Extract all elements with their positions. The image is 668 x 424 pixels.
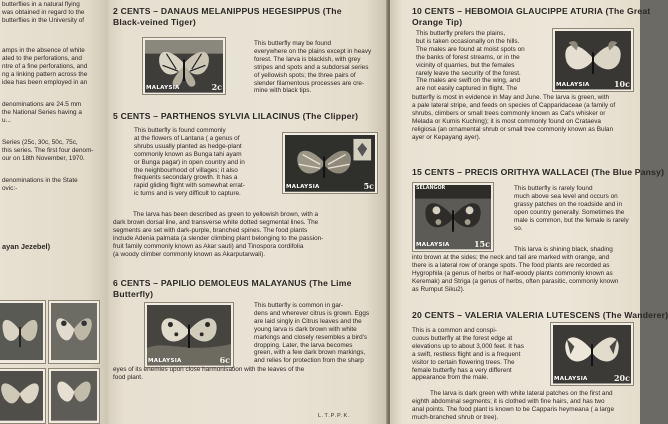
section-body2-10-cents <box>412 94 640 141</box>
heading-line: 2 CENTS – DANAUS MELANIPPUS HEGESIPPUS (The <box>113 6 342 16</box>
section-heading-2-cents <box>113 6 385 27</box>
section-body2-5-cents <box>113 211 387 258</box>
body-line: include Adenia palmata (a slender climbing plant belonging to the passion- <box>113 234 324 242</box>
body-line: open country generally. Sometimes the <box>514 208 625 216</box>
body-line: the neighbourhood of villages; it also <box>134 166 238 174</box>
left-text-line: butterflies in a natural flying <box>2 1 80 8</box>
stamp-15-cents <box>412 182 494 252</box>
body-line: much above sea level and occurs on <box>514 192 618 200</box>
heading-line: Butterfly) <box>113 288 154 299</box>
heading-line: Orange Tip) <box>412 16 463 27</box>
body-line: slender filamentous processes are cre- <box>254 79 365 87</box>
stamp-partial-left-upper-2 <box>48 300 100 364</box>
body-line: grassy patches on the roadside and in <box>514 200 623 208</box>
lime-butterfly-stamp-art <box>147 305 231 366</box>
jezebel-caption: ayan Jezebel) <box>2 242 51 251</box>
body-line: ic turns and is very difficult to capture. <box>134 190 241 198</box>
section-body2-20-cents <box>412 390 640 422</box>
heading-line: 20 CENTS – VALERIA VALERIA LUTESCENS (The Wanderer) <box>412 310 668 320</box>
body-line: The larva is dark green with white lateral patches on the first and <box>430 390 613 397</box>
left-text-line: ovic:- <box>2 185 18 192</box>
body-line: everywhere on the plains except in heavy <box>254 47 372 55</box>
butterfly-stamp-art <box>51 303 97 360</box>
body-line: eyes of its enemies upon close harmonisation with the leaves of the <box>113 366 305 373</box>
body-line: markings and closely resembles a bird's <box>254 333 368 341</box>
body-line: a swift, restless flight and is a frequent <box>412 350 521 358</box>
section-heading-20-cents <box>412 310 668 321</box>
body-line: the banks of forest streams, or in the <box>416 53 520 61</box>
body-line: appearance from the male. <box>412 374 489 382</box>
body-line: ayer or Kepayang ayer). <box>412 133 481 141</box>
left-text-line: idea has been employed in an <box>2 79 88 86</box>
body-line: religiosa (an ornamental shrub or small tree commonly known as Bulan <box>412 125 614 133</box>
body-line: This butterfly may be found <box>254 40 332 47</box>
stamp-value-label: 20c <box>613 373 630 383</box>
body-line: rapid gliding flight with somewhat errat- <box>134 182 245 190</box>
stamp-value-label: 10c <box>613 79 630 89</box>
body-line: The males are found at moist spots on <box>416 45 525 53</box>
middle-page <box>108 0 388 424</box>
body-line: shrubs usually planted as hedge-plant <box>134 142 242 150</box>
left-text-line: this series. The first four denom- <box>2 147 94 154</box>
body-line: This butterfly prefers the plains, <box>416 30 506 37</box>
body-line: as Rumput Siku2). <box>412 285 465 293</box>
stamp-value-label: 2c <box>211 82 222 92</box>
left-text-line: Series (25c, 30c, 50c, 75c, <box>2 139 78 146</box>
body-line: cuous butterfly at the forest edge at <box>412 334 513 342</box>
stamp-country-label: MALAYSIA <box>554 376 588 382</box>
butterfly-stamp-art <box>0 371 43 421</box>
body-line: frequents secondary growth. It has a <box>134 174 238 182</box>
body-line: butterfly is most in evidence in May and June. The larva is green, with <box>412 94 610 101</box>
body-line: much-branched shrub or tree). <box>412 413 499 421</box>
stamp-value-label: 5c <box>363 181 374 191</box>
body-line: visitor to certain flowering trees. The <box>412 358 515 366</box>
stamp-country-label: MALAYSIA <box>416 242 450 248</box>
stamp-country-label: MALAYSIA <box>556 82 590 88</box>
left-text-line: was obtained in regard to the <box>2 9 85 16</box>
body-line: This butterfly is common in gar- <box>254 302 344 309</box>
section-body-15-cents <box>514 185 638 232</box>
body-line: are laid singly in Citrus leaves and the <box>254 317 362 325</box>
stamp-value-label: 6c <box>219 355 230 365</box>
body-line: or Bunga pagar) in open country and in <box>134 158 245 166</box>
body-line: dens and wherever citrus is grown. Eggs <box>254 309 370 317</box>
body-line: segments are set with dark-purple, branched spines. The food plants <box>113 226 308 234</box>
body-line: The larva has been described as green to yellowish brown, with a <box>133 211 319 218</box>
body-line: shrubs, climbers or small trees commonly known as Cat's whisker or <box>412 109 606 117</box>
stamp-2-cents <box>142 37 226 95</box>
body-line: there is a lateral row of orange spots. The food plants are recorded as <box>412 261 610 269</box>
left-text-line: u... <box>2 117 11 124</box>
stamp-partial-left-upper <box>0 300 46 364</box>
body-line: This larva is shining black, shading <box>514 246 613 253</box>
section-heading-6-cents <box>113 278 387 299</box>
body-line: dropping. Later, the larva becomes <box>254 341 353 349</box>
body-line: at the flowers of Lantana ( a genus of <box>134 134 240 142</box>
body-line: elevations up to about 3,000 feet. It has <box>412 342 524 350</box>
body-line: female butterfly has a very different <box>412 366 512 374</box>
body-line: stripes and spots and a subdorsal series <box>254 63 369 71</box>
body-line: The males are swift on the wing, and <box>416 77 521 85</box>
stamp-partial-left-lower-2 <box>48 368 100 424</box>
left-text-line: ng a linking pattern across the <box>2 71 88 78</box>
section-body-2-cents <box>254 40 382 95</box>
right-page <box>390 0 668 424</box>
body-line: vicinity of quarries, but the females <box>416 61 515 69</box>
section-heading-10-cents <box>412 6 651 27</box>
left-text-line: denominations in the State <box>2 177 78 184</box>
body-line: but is taken occasionally on the hills. <box>416 37 520 45</box>
stamp-country-label: MALAYSIA <box>146 85 180 91</box>
body-line: anal points. The food plant is known to be Capparis heymeana ( a large <box>412 405 615 413</box>
butterfly-stamp-art <box>0 303 43 360</box>
body-line: and relies for protection from the sharp <box>254 357 364 365</box>
section-heading-15-cents <box>412 167 665 178</box>
body-line: fruit family commonly known as Akar sauti) and Tinospora cordifolia <box>113 242 304 250</box>
body-line: food plant. <box>113 373 143 381</box>
body-line: mine with black tips. <box>254 87 312 95</box>
heading-line: 5 CENTS – PARTHENOS SYLVIA LILACINUS (The Clipper) <box>113 111 359 121</box>
body-line: so. <box>514 224 523 232</box>
stamp-value-label: 15c <box>473 239 490 249</box>
stamp-20-cents <box>550 322 634 386</box>
stamp-partial-left-lower <box>0 368 46 424</box>
body-line: into brown at the sides; the neck and tail are marked with orange, and <box>412 254 610 261</box>
stamp-country-label: MALAYSIA <box>148 358 182 364</box>
left-text-line: ated to the perforations, and <box>2 55 82 62</box>
left-page <box>0 0 108 424</box>
left-text-line: ntre of a fine perforations, and <box>2 63 88 70</box>
body-line: commonly known as Bunga tahi ayam <box>134 150 242 158</box>
body-line: Hygrophila (a genus of herbs or half-woody plants commonly known as <box>412 269 613 277</box>
section-body2-15-cents-first <box>514 246 638 254</box>
section-body-6-cents <box>254 302 384 365</box>
section-body-20-cents <box>412 327 536 382</box>
heading-line: Black-veined Tiger) <box>113 16 196 27</box>
heading-line: 15 CENTS – PRECIS ORITHYA WALLACEI (The Blue Pansy) <box>412 167 665 177</box>
printer-footer: L.T.P.P.K. <box>318 413 351 419</box>
section-body2-15-cents <box>412 254 640 294</box>
section-heading-5-cents <box>113 111 387 122</box>
left-text-line: amps in the absence of white <box>2 47 85 54</box>
stamp-10-cents <box>552 28 634 92</box>
body-line: This butterfly is rarely found <box>514 185 593 192</box>
body-line: (a woody climber commonly known as Akarputarwali). <box>113 250 266 258</box>
left-text-line: the National Series having a <box>2 109 82 116</box>
stamp-5-cents <box>282 132 378 194</box>
left-text-line: butterflies in the University of <box>2 17 85 24</box>
body-line: male is common, but the female is rarely <box>514 216 629 224</box>
body-line: are not easily captured in flight. The <box>416 85 518 93</box>
body-line: green, with a few dark brown markings, <box>254 349 366 357</box>
section-body-10-cents <box>416 30 550 93</box>
left-text-line: denominations are 24.5 mm <box>2 101 82 108</box>
stamp-state-label: SELANGOR <box>416 186 446 191</box>
heading-line: 6 CENTS – PAPILIO DEMOLEUS MALAYANUS (The Lime <box>113 278 352 288</box>
body-line: dark brown dorsal line, and transverse white dotted segmental lines. The <box>113 218 319 226</box>
body-line: forest. The larva is blackish, with grey <box>254 55 361 63</box>
heading-line: 10 CENTS – HEBOMOIA GLAUCIPPE ATURIA (The Great <box>412 6 651 16</box>
stamp-6-cents <box>144 302 234 368</box>
body-line: Melada or Kumis Kuching); it is most commonly found on Crataeva <box>412 117 601 125</box>
butterfly-stamp-art <box>51 371 97 421</box>
body-line: young larva is dark brown with white <box>254 325 357 333</box>
body-line: a pale lateral stripe, and feeds on species of Capparidaceae (a family of <box>412 101 616 109</box>
stamp-country-label: MALAYSIA <box>286 184 320 190</box>
body-line: Keremak) and Striga (a genus of herbs, often parasitic, commonly known <box>412 277 619 285</box>
body-line: eighth abdominal segments; it is clothed with fine hairs, and has two <box>412 397 605 405</box>
left-text-line: our on 18th November, 1970. <box>2 155 85 162</box>
section-body-5-cents <box>134 127 284 198</box>
body-line: rarely leave the security of the forest. <box>416 69 521 77</box>
body-line: This butterfly is found commonly <box>134 127 226 134</box>
body-line: of yellowish spots; the three pairs of <box>254 71 356 79</box>
section-body-6-cents-cont <box>113 366 387 382</box>
body-line: This is a common and conspi- <box>412 327 497 334</box>
